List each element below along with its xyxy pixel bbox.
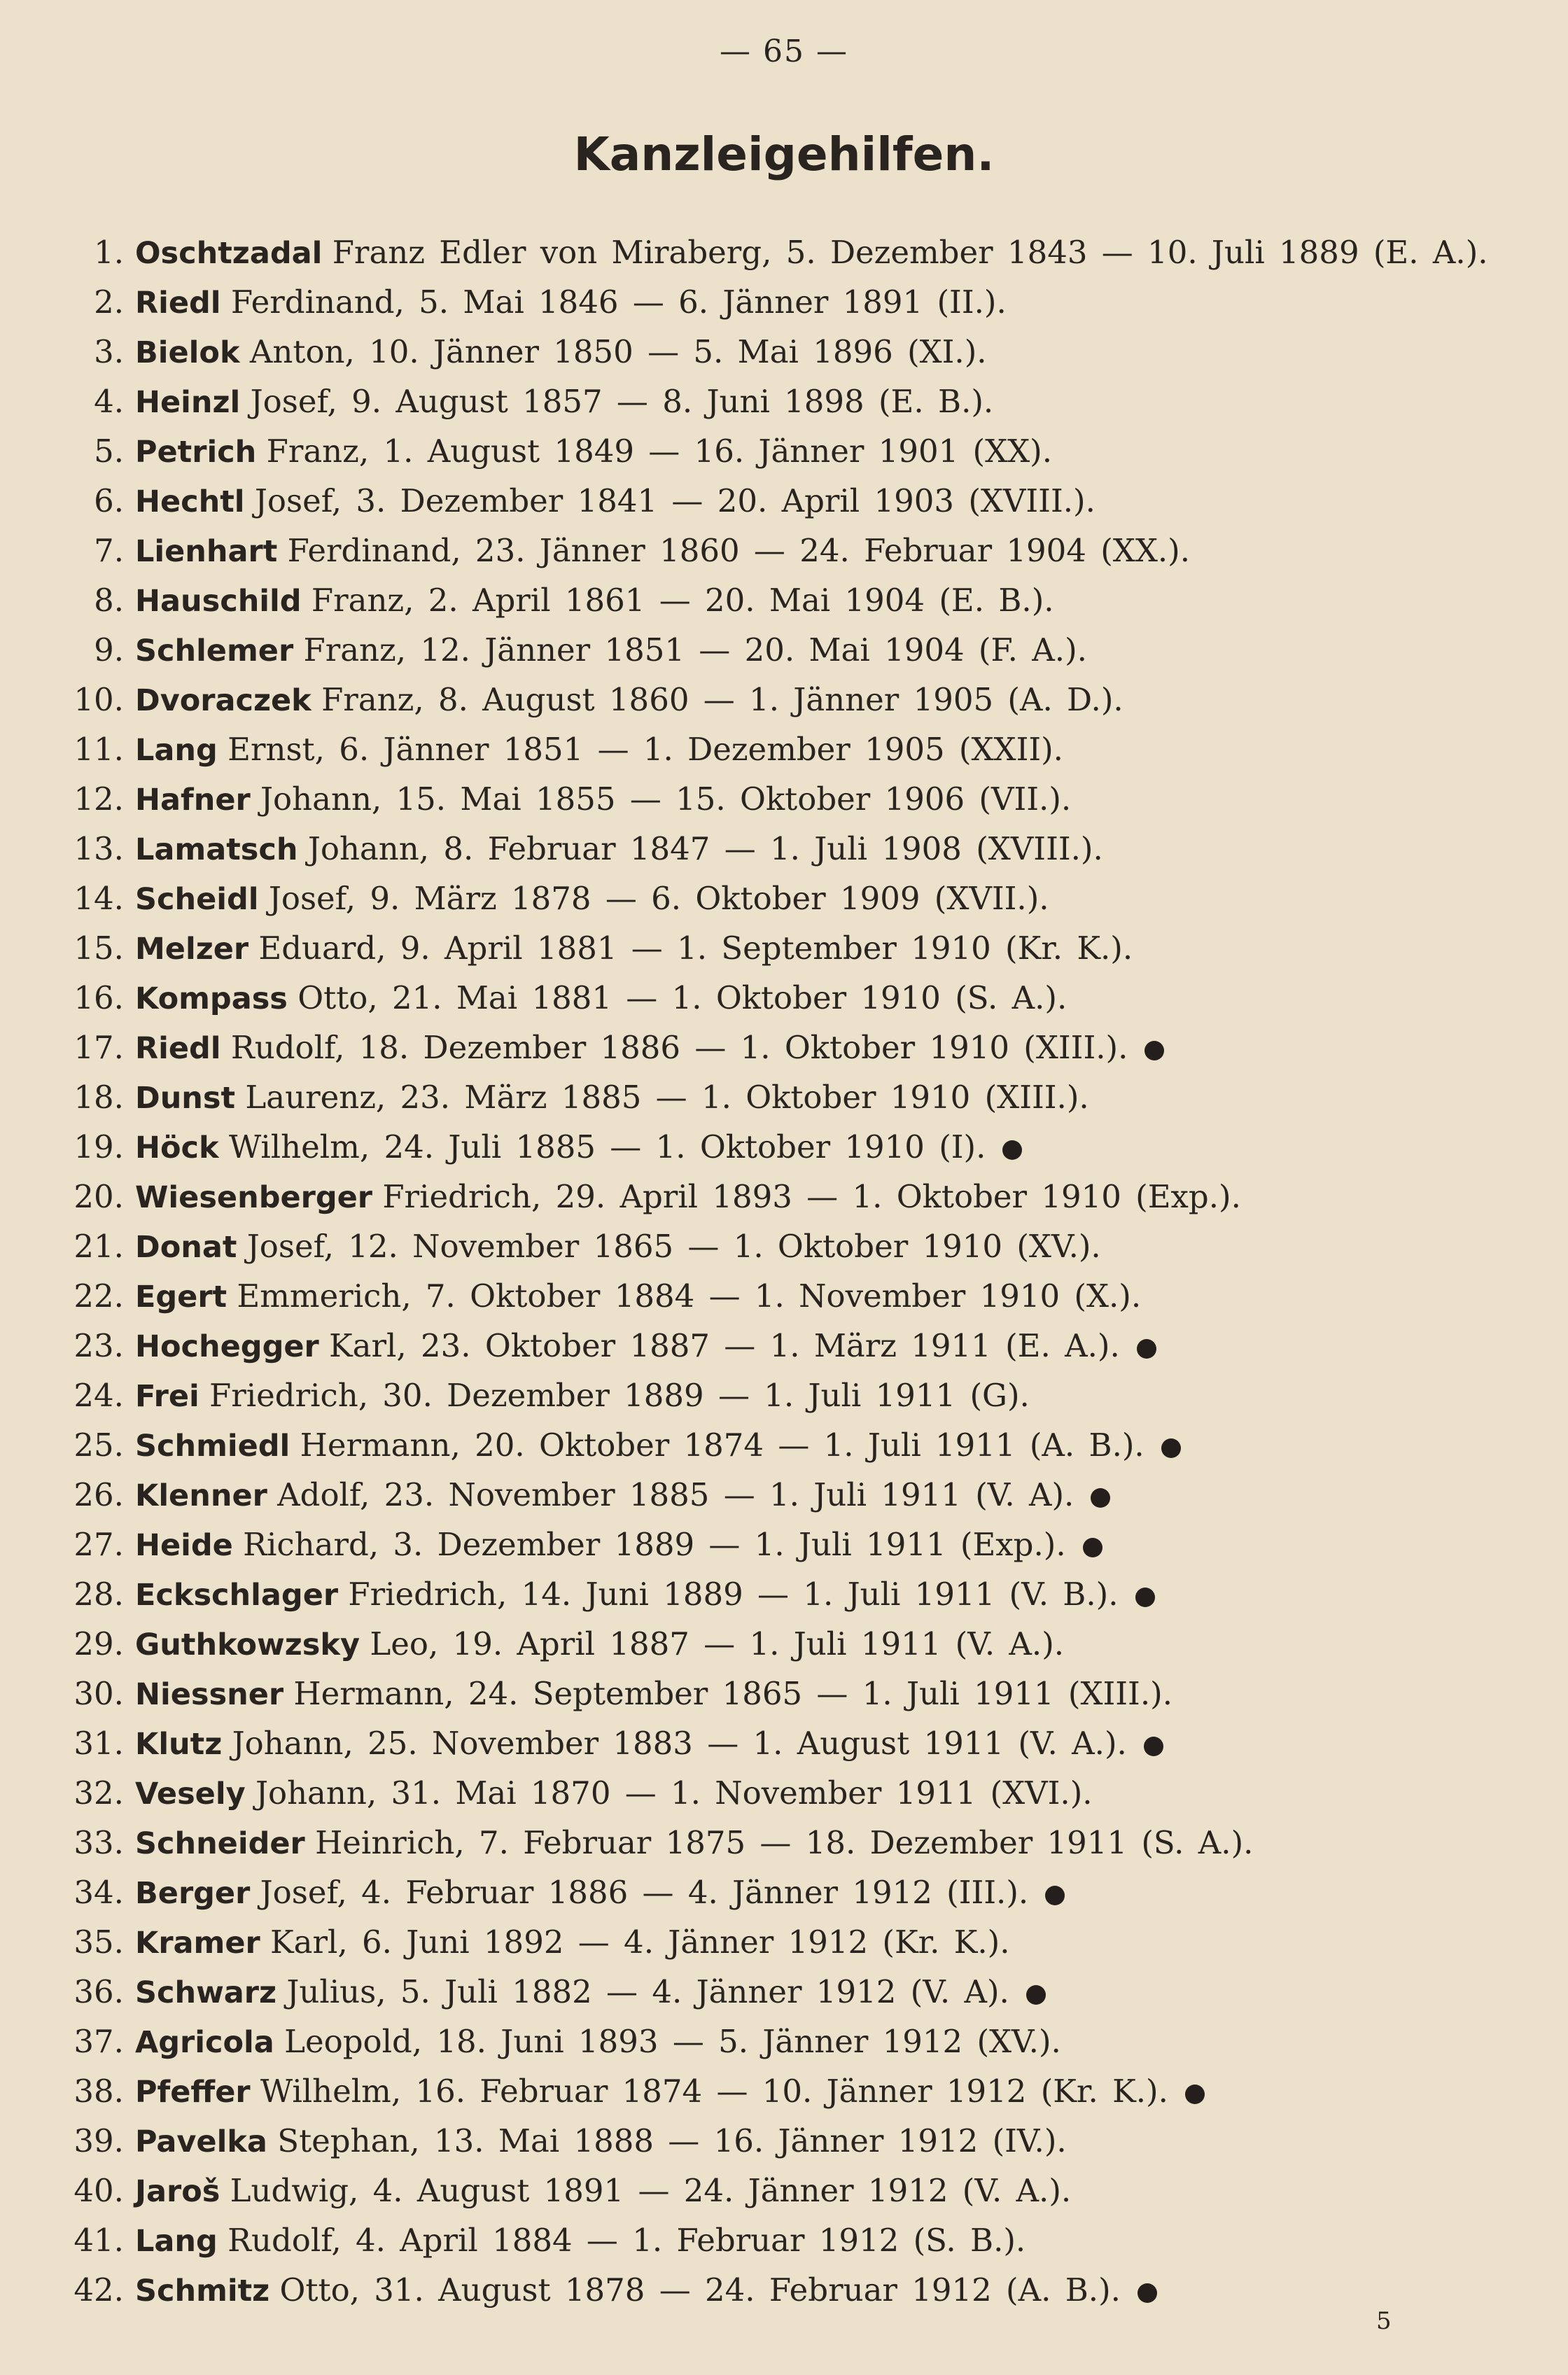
entry-surname: Vesely	[135, 1777, 246, 1812]
entry-details: Otto, 21. Mai 1881 — 1. Oktober 1910 (S. A.).	[298, 979, 1068, 1016]
list-item	[66, 1768, 1488, 1818]
entry-surname: Niessner	[135, 1677, 284, 1712]
list-item	[66, 2215, 1488, 2265]
entry-details: Ferdinand, 23. Jänner 1860 — 24. Februar 1904 (XX.).	[287, 532, 1191, 569]
bullet-dot-icon	[1161, 1438, 1181, 1458]
entry-details: Adolf, 23. November 1885 — 1. Juli 1911 (V. A).	[277, 1476, 1074, 1513]
list-item	[66, 2166, 1488, 2215]
entry-number: 10.	[74, 681, 124, 718]
entry-details: Johann, 15. Mai 1855 — 15. Oktober 1906 (VII.).	[260, 780, 1072, 818]
entry-surname: Riedl	[135, 286, 221, 321]
list-item	[66, 625, 1488, 675]
list-item	[66, 675, 1488, 724]
entry-number: 9.	[94, 631, 124, 668]
list-item	[66, 327, 1488, 377]
bullet-dot-icon	[1137, 1339, 1156, 1359]
entry-details: Leo, 19. April 1887 — 1. Juli 1911 (V. A.).	[370, 1625, 1065, 1662]
entry-number: 25.	[74, 1427, 124, 1464]
list-item	[66, 1420, 1488, 1470]
list-item	[66, 1917, 1488, 1967]
entry-details: Friedrich, 14. Juni 1889 — 1. Juli 1911 (V. B.).	[348, 1576, 1119, 1613]
entry-number: 7.	[94, 532, 124, 569]
entry-number: 1.	[94, 234, 124, 271]
list-item	[66, 774, 1488, 824]
entry-surname: Donat	[135, 1230, 237, 1265]
bullet-dot-icon	[1185, 2085, 1205, 2104]
entry-details: Josef, 12. November 1865 — 1. Oktober 1910 (XV.).	[246, 1228, 1101, 1265]
list-item	[66, 1023, 1488, 1072]
entry-number: 30.	[74, 1675, 124, 1712]
entry-number: 42.	[74, 2271, 124, 2309]
list-item	[66, 2116, 1488, 2166]
list-item	[66, 1122, 1488, 1172]
list-item	[66, 526, 1488, 575]
entry-number: 27.	[74, 1526, 124, 1563]
entry-surname: Frei	[135, 1379, 200, 1414]
page-number: — 65 —	[720, 34, 848, 69]
entry-details: Johann, 31. Mai 1870 — 1. November 1911 (XVI.).	[255, 1774, 1093, 1812]
entry-number: 32.	[74, 1774, 124, 1812]
entry-number: 2.	[94, 283, 124, 321]
entry-number: 37.	[74, 2023, 124, 2060]
entry-details: Josef, 9. August 1857 — 8. Juni 1898 (E. B.).	[250, 383, 994, 420]
entry-number: 16.	[74, 979, 124, 1016]
entry-details: Rudolf, 18. Dezember 1886 — 1. Oktober 1910 (XIII.).	[230, 1029, 1128, 1066]
entry-number: 4.	[94, 383, 124, 420]
entry-surname: Pfeffer	[135, 2075, 251, 2110]
list-item	[66, 1321, 1488, 1371]
entry-number: 14.	[74, 880, 124, 917]
entry-details: Friedrich, 29. April 1893 — 1. Oktober 1910 (Exp.).	[382, 1178, 1241, 1215]
list-item	[66, 227, 1488, 277]
page-title: Kanzleigehilfen.	[573, 127, 995, 181]
entry-details: Franz, 2. April 1861 — 20. Mai 1904 (E. B.).	[311, 582, 1054, 619]
entry-surname: Heinzl	[135, 385, 241, 420]
entry-details: Rudolf, 4. April 1884 — 1. Februar 1912 (S. B.).	[227, 2222, 1026, 2259]
entry-surname: Klenner	[135, 1478, 267, 1513]
entry-surname: Bielok	[135, 335, 240, 370]
entry-surname: Riedl	[135, 1031, 221, 1066]
entry-number: 24.	[74, 1377, 124, 1414]
entry-list	[66, 227, 1488, 2315]
list-item	[66, 2265, 1488, 2315]
entry-details: Johann, 25. November 1883 — 1. August 1911 (V. A.).	[232, 1725, 1127, 1762]
entry-details: Laurenz, 23. März 1885 — 1. Oktober 1910 (XIII.).	[245, 1079, 1089, 1116]
entry-details: Josef, 3. Dezember 1841 — 20. April 1903 (XVIII.).	[254, 482, 1096, 519]
entry-surname: Hechtl	[135, 484, 245, 519]
entry-number: 22.	[74, 1277, 124, 1315]
bullet-dot-icon	[1135, 1588, 1155, 1607]
list-item	[66, 1221, 1488, 1271]
entry-surname: Wiesenberger	[135, 1180, 373, 1215]
entry-number: 28.	[74, 1576, 124, 1613]
entry-details: Ludwig, 4. August 1891 — 24. Jänner 1912 (V. A.).	[230, 2172, 1072, 2209]
entry-surname: Pavelka	[135, 2124, 267, 2159]
list-item	[66, 1271, 1488, 1321]
list-item	[66, 824, 1488, 874]
entry-number: 19.	[74, 1128, 124, 1165]
entry-surname: Höck	[135, 1130, 219, 1165]
bullet-dot-icon	[1002, 1140, 1022, 1160]
entry-surname: Guthkowzsky	[135, 1627, 360, 1662]
entry-number: 3.	[94, 333, 124, 370]
entry-details: Ernst, 6. Jänner 1851 — 1. Dezember 1905 (XXII).	[227, 731, 1063, 768]
entry-details: Eduard, 9. April 1881 — 1. September 1910 (Kr. K.).	[258, 930, 1133, 967]
list-item	[66, 2017, 1488, 2066]
list-item	[66, 377, 1488, 426]
entry-surname: Jaroš	[135, 2174, 220, 2209]
entry-details: Leopold, 18. Juni 1893 — 5. Jänner 1912 (XV.).	[284, 2023, 1061, 2060]
entry-surname: Kramer	[135, 1926, 260, 1961]
entry-number: 17.	[74, 1029, 124, 1066]
entry-number: 11.	[74, 731, 124, 768]
entry-details: Ferdinand, 5. Mai 1846 — 6. Jänner 1891 (II.).	[230, 283, 1007, 321]
entry-surname: Schneider	[135, 1826, 305, 1861]
entry-number: 39.	[74, 2122, 124, 2159]
entry-surname: Oschtzadal	[135, 236, 323, 271]
bullet-dot-icon	[1083, 1538, 1102, 1557]
list-item	[66, 476, 1488, 526]
entry-number: 15.	[74, 930, 124, 967]
list-item	[66, 1470, 1488, 1520]
entry-details: Hermann, 20. Oktober 1874 — 1. Juli 1911 (A. B.).	[300, 1427, 1144, 1464]
entry-details: Richard, 3. Dezember 1889 — 1. Juli 1911 (Exp.).	[243, 1526, 1066, 1563]
entry-surname: Melzer	[135, 932, 249, 967]
entry-surname: Lamatsch	[135, 832, 298, 867]
entry-details: Heinrich, 7. Februar 1875 — 18. Dezember 1911 (S. A.).	[315, 1824, 1254, 1861]
list-item	[66, 874, 1488, 923]
entry-number: 18.	[74, 1079, 124, 1116]
bullet-dot-icon	[1144, 1737, 1163, 1756]
list-item	[66, 1669, 1488, 1718]
entry-details: Johann, 8. Februar 1847 — 1. Juli 1908 (XVIII.).	[307, 830, 1103, 867]
entry-surname: Agricola	[135, 2025, 274, 2060]
entry-number: 13.	[74, 830, 124, 867]
entry-number: 23.	[74, 1327, 124, 1364]
entry-details: Anton, 10. Jänner 1850 — 5. Mai 1896 (XI.).	[249, 333, 987, 370]
entry-number: 31.	[74, 1725, 124, 1762]
entry-number: 41.	[74, 2222, 124, 2259]
entry-number: 40.	[74, 2172, 124, 2209]
list-item	[66, 973, 1488, 1023]
bullet-dot-icon	[1144, 1041, 1164, 1060]
entry-surname: Hauschild	[135, 584, 302, 619]
sheet-signature: 5	[1376, 2307, 1392, 2335]
entry-details: Otto, 31. August 1878 — 24. Februar 1912 (A. B.).	[279, 2271, 1121, 2309]
entry-surname: Dunst	[135, 1081, 236, 1116]
bullet-dot-icon	[1026, 1985, 1046, 2005]
entry-number: 34.	[74, 1874, 124, 1911]
entry-surname: Schmiedl	[135, 1429, 290, 1464]
entry-number: 12.	[74, 780, 124, 818]
entry-number: 38.	[74, 2073, 124, 2110]
list-item	[66, 575, 1488, 625]
entry-details: Wilhelm, 16. Februar 1874 — 10. Jänner 1912 (Kr. K.).	[260, 2073, 1168, 2110]
entry-details: Franz, 1. August 1849 — 16. Jänner 1901 (XX).	[266, 433, 1053, 470]
entry-surname: Hafner	[135, 783, 251, 818]
entry-details: Josef, 4. Februar 1886 — 4. Jänner 1912 (III.).	[260, 1874, 1029, 1911]
entry-surname: Scheidl	[135, 882, 259, 917]
entry-surname: Eckschlager	[135, 1578, 339, 1613]
list-item	[66, 1718, 1488, 1768]
entry-surname: Schmitz	[135, 2274, 270, 2309]
entry-surname: Lienhart	[135, 534, 278, 569]
list-item	[66, 1868, 1488, 1917]
list-item	[66, 277, 1488, 327]
list-item	[66, 1520, 1488, 1569]
entry-number: 21.	[74, 1228, 124, 1265]
list-item	[66, 1569, 1488, 1619]
entry-number: 8.	[94, 582, 124, 619]
entry-number: 20.	[74, 1178, 124, 1215]
list-item	[66, 426, 1488, 476]
entry-surname: Lang	[135, 733, 218, 768]
entry-surname: Petrich	[135, 435, 257, 470]
bullet-dot-icon	[1138, 2283, 1157, 2303]
entry-surname: Egert	[135, 1280, 227, 1315]
entry-details: Franz, 12. Jänner 1851 — 20. Mai 1904 (F. A.).	[303, 631, 1087, 668]
list-item	[66, 2066, 1488, 2116]
entry-surname: Hochegger	[135, 1329, 319, 1364]
list-item	[66, 1967, 1488, 2017]
entry-surname: Dvoraczek	[135, 683, 312, 718]
entry-details: Emmerich, 7. Oktober 1884 — 1. November 1910 (X.).	[237, 1277, 1142, 1315]
entry-details: Franz, 8. August 1860 — 1. Jänner 1905 (A. D.).	[321, 681, 1124, 718]
entry-details: Karl, 23. Oktober 1887 — 1. März 1911 (E. A.).	[329, 1327, 1120, 1364]
entry-number: 26.	[74, 1476, 124, 1513]
entry-details: Franz Edler von Miraberg, 5. Dezember 1843 — 10. Juli 1889 (E. A.).	[332, 234, 1488, 271]
list-item	[66, 1072, 1488, 1122]
entry-number: 36.	[74, 1973, 124, 2010]
entry-surname: Schwarz	[135, 1975, 277, 2010]
list-item	[66, 923, 1488, 973]
entry-details: Wilhelm, 24. Juli 1885 — 1. Oktober 1910 (I).	[228, 1128, 986, 1165]
list-item	[66, 1619, 1488, 1669]
entry-number: 33.	[74, 1824, 124, 1861]
entry-number: 6.	[94, 482, 124, 519]
bullet-dot-icon	[1091, 1488, 1110, 1508]
entry-surname: Berger	[135, 1876, 251, 1911]
entry-details: Hermann, 24. September 1865 — 1. Juli 1911 (XIII.).	[293, 1675, 1172, 1712]
entry-surname: Kompass	[135, 981, 288, 1016]
entry-number: 35.	[74, 1924, 124, 1961]
entry-details: Karl, 6. Juni 1892 — 4. Jänner 1912 (Kr. K.).	[270, 1924, 1010, 1961]
entry-number: 5.	[94, 433, 124, 470]
entry-details: Friedrich, 30. Dezember 1889 — 1. Juli 1911 (G).	[209, 1377, 1030, 1414]
list-item	[66, 1371, 1488, 1420]
entry-surname: Schlemer	[135, 633, 294, 668]
list-item	[66, 724, 1488, 774]
entry-details: Stephan, 13. Mai 1888 — 16. Jänner 1912 (IV.).	[277, 2122, 1067, 2159]
list-item	[66, 1172, 1488, 1221]
entry-details: Josef, 9. März 1878 — 6. Oktober 1909 (XVII.).	[268, 880, 1049, 917]
entry-surname: Heide	[135, 1528, 233, 1563]
entry-details: Julius, 5. Juli 1882 — 4. Jänner 1912 (V. A).	[286, 1973, 1009, 2010]
entry-surname: Lang	[135, 2224, 218, 2259]
entry-surname: Klutz	[135, 1727, 223, 1762]
list-item	[66, 1818, 1488, 1868]
bullet-dot-icon	[1045, 1886, 1065, 1905]
entry-number: 29.	[74, 1625, 124, 1662]
